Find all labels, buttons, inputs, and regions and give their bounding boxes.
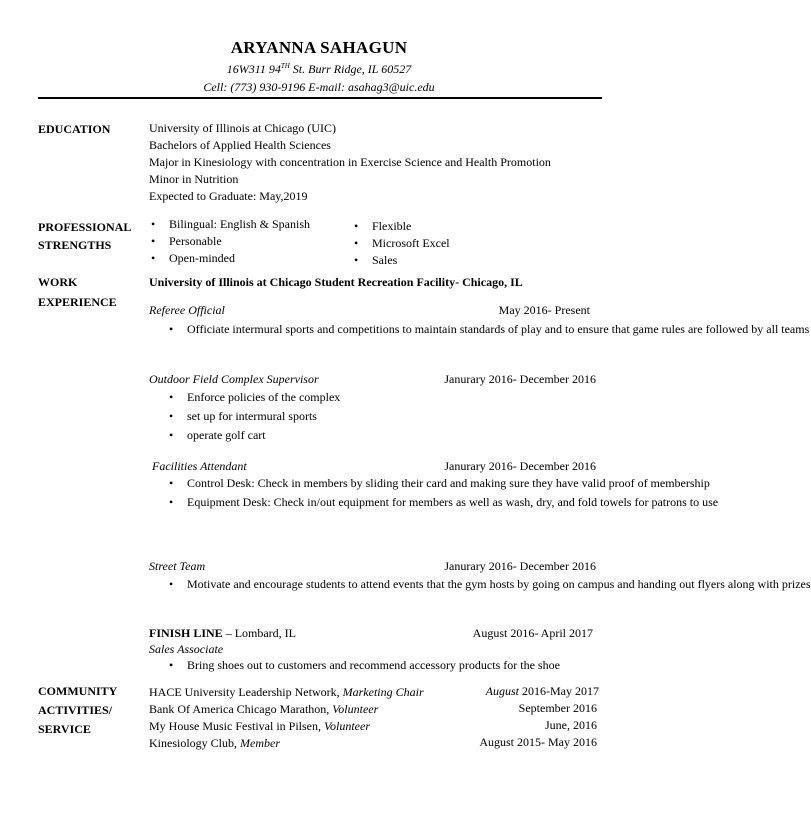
education-line: Expected to Graduate: May,2019: [149, 189, 308, 203]
list-item: • Officiate intermural sports and competitions to maintain standards of play and to ensure that game rules are followed by all teams: [167, 321, 592, 338]
community-heading-line2: ACTIVITIES/: [38, 703, 113, 717]
list-item: • Flexible: [352, 218, 450, 235]
education-line: University of Illinois at Chicago (UIC): [149, 121, 336, 135]
list-item: • Control Desk: Check in members by sliding their card and making sure they have valid proof of membership: [167, 475, 597, 492]
job-dates: Janurary 2016- December 2016: [444, 559, 596, 573]
job-dates: Janurary 2016- December 2016: [444, 372, 596, 386]
strengths-heading: [38, 218, 148, 254]
list-item: • Open-minded: [149, 250, 310, 267]
list-item: [149, 700, 599, 717]
education-heading: EDUCATION: [38, 122, 111, 136]
list-item: • Microsoft Excel: [352, 235, 450, 252]
activity-dates: August 2015- May 2016: [479, 735, 597, 749]
activity-role: Volunteer: [324, 719, 371, 733]
employer-location: – Lombard, IL: [222, 626, 296, 640]
community-heading-line3: SERVICE: [38, 722, 91, 736]
activity-org: My House Music Festival in Pilsen,: [149, 719, 325, 733]
resume-name: ARYANNA SAHAGUN: [230, 38, 408, 57]
job-title: Sales Associate: [149, 642, 224, 656]
address-number: 16W311 94: [226, 62, 281, 76]
activity-org: Kinesiology Club,: [149, 736, 241, 750]
activity-org: Bank Of America Chicago Marathon,: [149, 702, 333, 716]
job-bullets: [167, 389, 340, 444]
employer-name: FINISH LINE: [149, 626, 223, 640]
list-item: • Equipment Desk: Check in/out equipment for members as well as wash, dry, and fold towels for patrons to use: [167, 494, 597, 511]
list-item: • Enforce policies of the complex: [167, 389, 340, 406]
address: [0, 62, 638, 77]
activity-role: Volunteer: [332, 702, 379, 716]
job-bullets: [167, 321, 810, 338]
list-item: • Bilingual: English & Spanish: [149, 216, 310, 233]
community-heading: [38, 682, 148, 739]
strengths-right-list: [352, 218, 450, 269]
work-heading-line2: EXPERIENCE: [38, 295, 117, 309]
activity-date-range: 2016-May 2017: [519, 684, 599, 698]
list-item: [149, 683, 599, 700]
list-item: • Sales: [352, 252, 450, 269]
work-heading: [38, 272, 148, 312]
strengths-left-list: [149, 216, 310, 267]
list-item: [149, 734, 599, 751]
job-bullets: [167, 576, 811, 593]
job-title: Referee Official: [149, 303, 225, 317]
strengths-heading-line2: STRENGTHS: [38, 238, 112, 252]
work-heading-line1: WORK: [38, 275, 78, 289]
list-item: • Bring shoes out to customers and recommend accessory products for the shoe: [167, 657, 560, 674]
education-line: Bachelors of Applied Health Sciences: [149, 138, 331, 152]
education-section: [149, 120, 551, 205]
finish-line-employer: [149, 625, 296, 642]
activity-dates: June, 2016: [545, 718, 597, 732]
activity-role: Marketing Chair: [342, 685, 424, 699]
job-title: Outdoor Field Complex Supervisor: [149, 372, 319, 386]
activity-dates: [486, 683, 599, 700]
job-dates: Janurary 2016- December 2016: [444, 459, 596, 473]
strengths-heading-line1: PROFESSIONAL: [38, 220, 132, 234]
job-bullets: [167, 657, 560, 674]
list-item: [149, 717, 599, 734]
list-item: • Motivate and encourage students to attend events that the gym hosts by going on campus and handing out flyers along with prizes: [167, 576, 597, 593]
activity-dates: September 2016: [518, 701, 597, 715]
activity-org: HACE University Leadership Network,: [149, 685, 343, 699]
contact-info: Cell: (773) 930-9196 E-mail: asahag3@uic.edu: [203, 80, 435, 94]
education-line: Major in Kinesiology with concentration in Exercise Science and Health Promotion: [149, 155, 551, 169]
list-item: • Personable: [149, 233, 310, 250]
job-title: Facilities Attendant: [152, 459, 247, 473]
activity-date-month: August: [485, 684, 519, 698]
address-street: St. Burr Ridge, IL 60527: [289, 62, 412, 76]
list-item: • operate golf cart: [167, 427, 340, 444]
job-bullets: [167, 475, 719, 511]
job-title: Street Team: [149, 559, 206, 573]
work-organization: University of Illinois at Chicago Student Recreation Facility- Chicago, IL: [149, 275, 523, 289]
job-dates: August 2016- April 2017: [472, 626, 593, 640]
community-list: [149, 683, 599, 751]
header-divider: [38, 97, 602, 99]
list-item: • set up for intermural sports: [167, 408, 340, 425]
activity-role: Member: [240, 736, 280, 750]
community-heading-line1: COMMUNITY: [38, 684, 118, 698]
job-dates: May 2016- Present: [498, 303, 590, 317]
education-line: Minor in Nutrition: [149, 172, 239, 186]
address-suffix: TH: [280, 62, 290, 70]
